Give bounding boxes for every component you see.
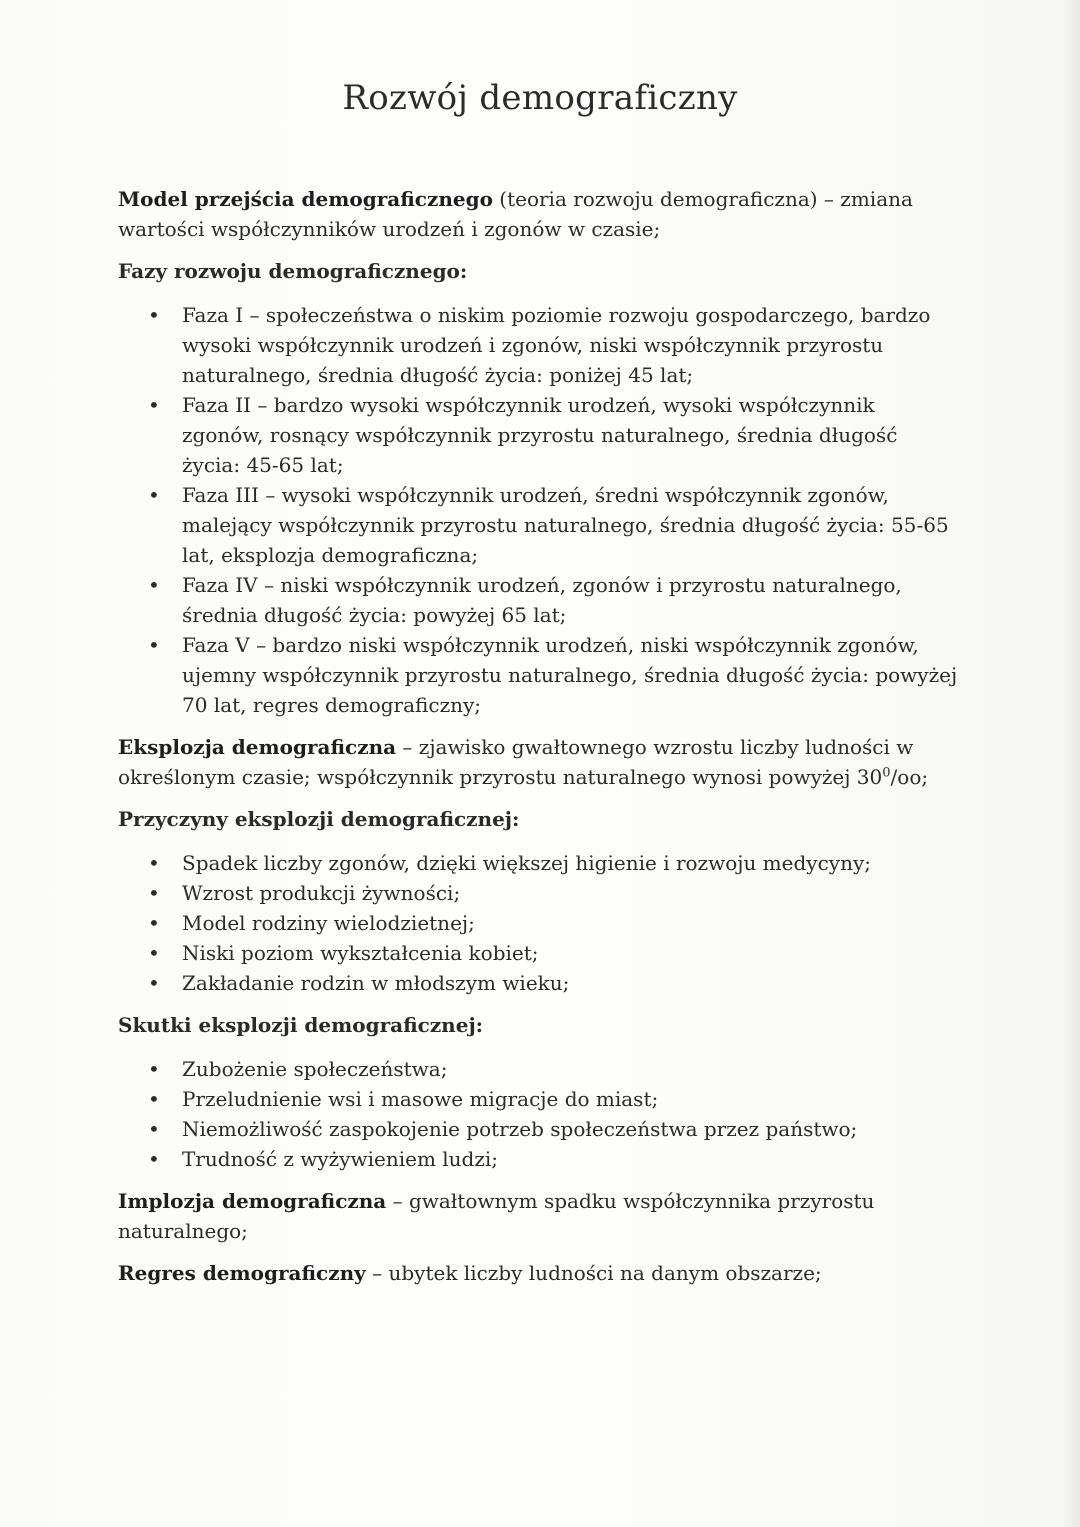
list-item: • Przeludnienie wsi i masowe migracje do miast; [118,1084,958,1114]
list-item: • Zakładanie rodzin w młodszym wieku; [118,968,958,998]
model-definition [118,184,958,244]
regress-definition [118,1258,958,1288]
regress-text: – ubytek liczby ludności na danym obszarze; [365,1261,822,1285]
list-item: • Faza V – bardzo niski współczynnik urodzeń, niski współczynnik zgonów, ujemny współczynnik przyrostu naturalnego, średnia długość życia: powyżej 70 lat, regres demograficzny; [118,630,958,720]
explosion-definition [118,732,958,792]
list-item: • Trudność z wyżywieniem ludzi; [118,1144,958,1174]
implosion-term: Implozja demograficzna [118,1189,387,1213]
explosion-term: Eksplozja demograficzna [118,735,397,759]
document-body [118,184,958,1300]
list-item: • Spadek liczby zgonów, dzięki większej higienie i rozwoju medycyny; [118,848,958,878]
list-item: • Wzrost produkcji żywności; [118,878,958,908]
list-item: • Faza II – bardzo wysoki współczynnik urodzeń, wysoki współczynnik zgonów, rosnący współczynnik przyrostu naturalnego, średnia długość życia: 45-65 lat; [118,390,958,480]
bullet-icon: • [148,851,160,875]
implosion-text: – gwałtownym spadku współczynnika przyrostu naturalnego; [118,1189,875,1243]
model-term: Model przejścia demograficznego [118,187,493,211]
bullet-icon: • [148,1087,160,1111]
regress-term: Regres demograficzny [118,1261,366,1285]
bullet-icon: • [148,1147,160,1171]
explosion-text: – zjawisko gwałtownego wzrostu liczby ludności w określonym czasie; współczynnik przyrostu naturalnego wynosi powyżej 30 [118,735,914,789]
bullet-icon: • [148,573,160,597]
effects-heading: Skutki eksplozji demograficznej: [118,1013,484,1037]
causes-heading: Przyczyny eksplozji demograficznej: [118,807,520,831]
bullet-icon: • [148,483,160,507]
list-item: • Faza III – wysoki współczynnik urodzeń, średni współczynnik zgonów, malejący współczynnik przyrostu naturalnego, średnia długość życia: 55-65 lat, eksplozja demograficzna; [118,480,958,570]
bullet-icon: • [148,1117,160,1141]
bullet-icon: • [148,941,160,965]
bullet-icon: • [148,1057,160,1081]
effects-list [118,1054,958,1174]
permille-tail: /oo; [890,765,929,789]
permille-sup: 0 [882,765,891,781]
bullet-icon: • [148,911,160,935]
page-edge-shadow [1062,0,1080,1527]
list-item: • Model rodziny wielodzietnej; [118,908,958,938]
list-item: • Faza I – społeczeństwa o niskim poziomie rozwoju gospodarczego, bardzo wysoki współczynnik urodzeń i zgonów, niski współczynnik przyrostu naturalnego, średnia długość życia: poniżej 45 lat; [118,300,958,390]
bullet-icon: • [148,303,160,327]
implosion-definition [118,1186,958,1246]
bullet-icon: • [148,881,160,905]
bullet-icon: • [148,393,160,417]
page-title: Rozwój demograficzny [342,78,738,118]
phases-list [118,300,958,720]
list-item: • Zubożenie społeczeństwa; [118,1054,958,1084]
list-item: • Niemożliwość zaspokojenie potrzeb społeczeństwa przez państwo; [118,1114,958,1144]
list-item: • Niski poziom wykształcenia kobiet; [118,938,958,968]
phases-heading: Fazy rozwoju demograficznego: [118,259,468,283]
causes-list [118,848,958,998]
bullet-icon: • [148,971,160,995]
list-item: • Faza IV – niski współczynnik urodzeń, zgonów i przyrostu naturalnego, średnia długość życia: powyżej 65 lat; [118,570,958,630]
bullet-icon: • [148,633,160,657]
model-text: (teoria rozwoju demograficzna) – zmiana wartości współczynników urodzeń i zgonów w czasie; [118,187,913,241]
